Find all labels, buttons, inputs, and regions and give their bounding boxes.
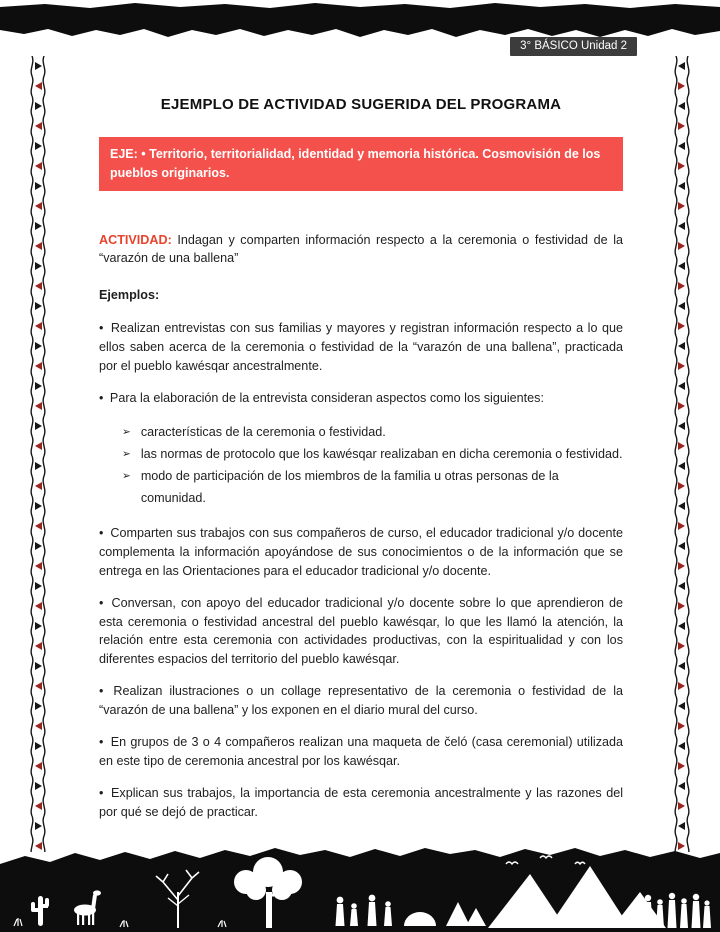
- actividad-label: ACTIVIDAD:: [99, 232, 172, 247]
- bullet-glyph: •: [99, 390, 104, 405]
- bullet-item: [99, 389, 623, 408]
- sub-bullet-item: [122, 465, 623, 509]
- document-content: [99, 96, 623, 835]
- bullet-text: Conversan, con apoyo del educador tradicional y/o docente sobre lo que aprendieron de esta ceremonia o festividad ancestral del pueblo kawésqar, lo que les llamó la atención, la relación entre esta ceremonia con actividades productivas, con la espiritualidad y con los diferentes espacios del territorio del pueblo kawésqar.: [99, 595, 624, 667]
- bullet-item: [99, 319, 623, 376]
- bullet-text: Comparten sus trabajos con sus compañeros de curso, el educador tradicional y/o docente complementa la información apoyándose de sus conocimientos o de la información que se entrega en las Orientaciones para el educador tradicional y/o docente.: [99, 525, 623, 578]
- eje-banner: EJE: • Territorio, territorialidad, identidad y memoria histórica. Cosmovisión de los pueblos originarios.: [99, 137, 623, 191]
- actividad-paragraph: [99, 231, 623, 269]
- sub-bullet-text: las normas de protocolo que los kawésqar realizaban en dicha ceremonia o festividad.: [140, 446, 623, 461]
- bullet-text: Para la elaboración de la entrevista consideran aspectos como los siguientes:: [109, 390, 544, 405]
- top-torn-banner: [0, 0, 720, 42]
- sub-bullet-text: modo de participación de los miembros de la familia u otras personas de la comunidad.: [140, 468, 559, 505]
- left-decorative-border: [27, 56, 49, 852]
- bullet-text: Explican sus trabajos, la importancia de esta ceremonia ancestralmente y las razones del por qué se dejó de practicar.: [99, 785, 624, 819]
- bullet-glyph: •: [99, 785, 104, 800]
- bullet-text: Realizan ilustraciones o un collage representativo de la ceremonia o festividad de la “varazón de una ballena” y los exponen en el diario mural del curso.: [99, 684, 624, 718]
- bullet-item: [99, 524, 623, 581]
- bullet-glyph: •: [99, 525, 104, 540]
- bullet-item: [99, 733, 623, 771]
- page-title: EJEMPLO DE ACTIVIDAD SUGERIDA DEL PROGRAMA: [160, 96, 562, 113]
- sub-bullet-item: [122, 421, 623, 443]
- bullet-glyph: •: [99, 321, 104, 336]
- bullet-glyph: •: [99, 595, 104, 610]
- unit-tag: 3° BÁSICO Unidad 2: [510, 37, 637, 56]
- actividad-text: Indagan y comparten información respecto a la ceremonia o festividad de la “varazón de una ballena”: [99, 232, 623, 266]
- bullet-glyph: •: [99, 684, 104, 699]
- sub-bullet-item: [122, 443, 623, 465]
- right-decorative-border: [671, 56, 693, 852]
- bottom-illustration-band: [0, 840, 720, 932]
- arrow-glyph: ➢: [122, 425, 131, 438]
- bullet-item: [99, 594, 623, 670]
- bullet-text: En grupos de 3 o 4 compañeros realizan una maqueta de čeló (casa ceremonial) utilizada en este tipo de ceremonia ancestral por los kawésqar.: [99, 734, 624, 768]
- arrow-glyph: ➢: [122, 447, 131, 460]
- bullet-glyph: •: [99, 734, 104, 749]
- ejemplos-label: Ejemplos:: [99, 288, 160, 303]
- sub-bullet-list: [122, 421, 623, 509]
- bullet-item: [99, 784, 623, 822]
- arrow-glyph: ➢: [122, 469, 131, 482]
- bullet-text: Realizan entrevistas con sus familias y mayores y registran información respecto a lo que ellos saben acerca de la ceremonia o festividad de la “varazón de una ballena”, practicada por el pueblo kawésqar ancestralmente.: [99, 321, 623, 374]
- bullet-item: [99, 682, 623, 720]
- sub-bullet-text: características de la ceremonia o festividad.: [140, 424, 386, 439]
